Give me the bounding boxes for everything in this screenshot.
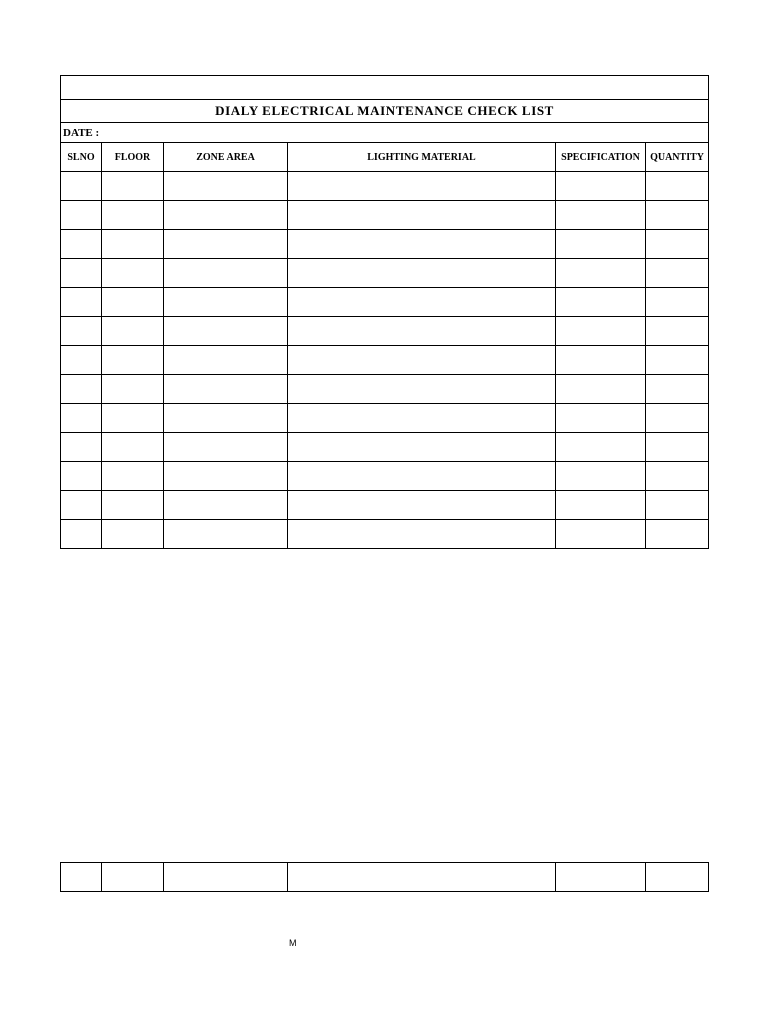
table-cell[interactable]: [646, 433, 709, 462]
table-cell[interactable]: [288, 462, 556, 491]
table-cell[interactable]: [102, 462, 164, 491]
table-cell[interactable]: [102, 201, 164, 230]
top-blank-row: [61, 76, 709, 100]
top-blank-cell: [61, 76, 709, 100]
table-cell[interactable]: [646, 520, 709, 549]
table-cell[interactable]: [646, 462, 709, 491]
table-cell[interactable]: [102, 172, 164, 201]
table-cell[interactable]: [61, 433, 102, 462]
table-cell[interactable]: [102, 288, 164, 317]
table-cell[interactable]: [556, 404, 646, 433]
table-cell[interactable]: [288, 288, 556, 317]
table-cell[interactable]: [288, 433, 556, 462]
table-row: [61, 491, 709, 520]
table-cell[interactable]: [164, 375, 288, 404]
table-cell[interactable]: [102, 230, 164, 259]
table-cell[interactable]: [288, 404, 556, 433]
table-cell[interactable]: [61, 520, 102, 549]
table-cell[interactable]: [164, 201, 288, 230]
table-cell[interactable]: [164, 433, 288, 462]
footer-cell[interactable]: [288, 863, 556, 892]
table-cell[interactable]: [288, 491, 556, 520]
table-row: [61, 201, 709, 230]
footer-cell[interactable]: [102, 863, 164, 892]
table-cell[interactable]: [646, 404, 709, 433]
table-cell[interactable]: [102, 404, 164, 433]
table-cell[interactable]: [164, 404, 288, 433]
table-row: [61, 172, 709, 201]
table-cell[interactable]: [556, 259, 646, 288]
table-cell[interactable]: [556, 462, 646, 491]
table-cell[interactable]: [61, 317, 102, 346]
table-cell[interactable]: [164, 230, 288, 259]
table-cell[interactable]: [61, 288, 102, 317]
table-row: [61, 375, 709, 404]
table-row: [61, 230, 709, 259]
table-cell[interactable]: [556, 491, 646, 520]
table-cell[interactable]: [646, 375, 709, 404]
table-cell[interactable]: [164, 491, 288, 520]
table-cell[interactable]: [646, 491, 709, 520]
col-header-specification: SPECIFICATION: [556, 143, 646, 172]
table-cell[interactable]: [646, 346, 709, 375]
table-cell[interactable]: [102, 346, 164, 375]
checklist-sheet: [60, 75, 708, 549]
col-header-quantity: QUANTITY: [646, 143, 709, 172]
table-cell[interactable]: [164, 462, 288, 491]
footer-cell[interactable]: [164, 863, 288, 892]
table-cell[interactable]: [556, 230, 646, 259]
table-cell[interactable]: [646, 201, 709, 230]
table-cell[interactable]: [288, 201, 556, 230]
table-cell[interactable]: [164, 520, 288, 549]
footer-cell[interactable]: [556, 863, 646, 892]
col-header-floor: FLOOR: [102, 143, 164, 172]
table-cell[interactable]: [102, 317, 164, 346]
header-row: [61, 143, 709, 172]
table-cell[interactable]: [102, 491, 164, 520]
table-cell[interactable]: [164, 172, 288, 201]
table-row: [61, 433, 709, 462]
footer-cell[interactable]: [61, 863, 102, 892]
checklist-table: [60, 75, 709, 549]
col-header-zone-area: ZONE AREA: [164, 143, 288, 172]
table-cell[interactable]: [164, 259, 288, 288]
table-cell[interactable]: [556, 520, 646, 549]
table-row: [61, 317, 709, 346]
table-cell[interactable]: [646, 172, 709, 201]
date-row: [61, 123, 709, 143]
table-cell[interactable]: [61, 172, 102, 201]
col-header-lighting-material: LIGHTING MATERIAL: [288, 143, 556, 172]
sheet-title: DIALY ELECTRICAL MAINTENANCE CHECK LIST: [61, 100, 709, 123]
table-cell[interactable]: [556, 317, 646, 346]
table-cell[interactable]: [556, 172, 646, 201]
table-cell[interactable]: [61, 201, 102, 230]
table-cell[interactable]: [646, 259, 709, 288]
table-cell[interactable]: [61, 259, 102, 288]
table-cell[interactable]: [646, 230, 709, 259]
footer-row: [61, 863, 709, 892]
table-row: [61, 404, 709, 433]
table-cell[interactable]: [61, 375, 102, 404]
table-cell[interactable]: [288, 520, 556, 549]
page-mark: M: [289, 938, 297, 948]
date-label: DATE :: [61, 123, 709, 143]
table-row: [61, 346, 709, 375]
table-cell[interactable]: [61, 462, 102, 491]
table-cell[interactable]: [556, 433, 646, 462]
table-cell[interactable]: [288, 230, 556, 259]
table-cell[interactable]: [61, 230, 102, 259]
col-header-slno: SLNO: [61, 143, 102, 172]
table-cell[interactable]: [288, 259, 556, 288]
table-row: [61, 462, 709, 491]
table-cell[interactable]: [288, 172, 556, 201]
table-cell[interactable]: [164, 317, 288, 346]
table-cell[interactable]: [102, 259, 164, 288]
table-cell[interactable]: [556, 288, 646, 317]
table-cell[interactable]: [102, 375, 164, 404]
footer-cell[interactable]: [646, 863, 709, 892]
table-cell[interactable]: [102, 433, 164, 462]
table-row: [61, 259, 709, 288]
table-cell[interactable]: [288, 317, 556, 346]
title-row: [61, 100, 709, 123]
table-cell[interactable]: [646, 317, 709, 346]
table-cell[interactable]: [164, 288, 288, 317]
table-row: [61, 520, 709, 549]
table-cell[interactable]: [288, 346, 556, 375]
table-row: [61, 288, 709, 317]
table-cell[interactable]: [556, 346, 646, 375]
table-cell[interactable]: [646, 288, 709, 317]
table-cell[interactable]: [556, 375, 646, 404]
table-cell[interactable]: [61, 404, 102, 433]
table-cell[interactable]: [556, 201, 646, 230]
table-cell[interactable]: [102, 520, 164, 549]
table-cell[interactable]: [61, 346, 102, 375]
table-cell[interactable]: [164, 346, 288, 375]
table-cell[interactable]: [288, 375, 556, 404]
footer-row-table: [60, 862, 709, 892]
table-cell[interactable]: [61, 491, 102, 520]
